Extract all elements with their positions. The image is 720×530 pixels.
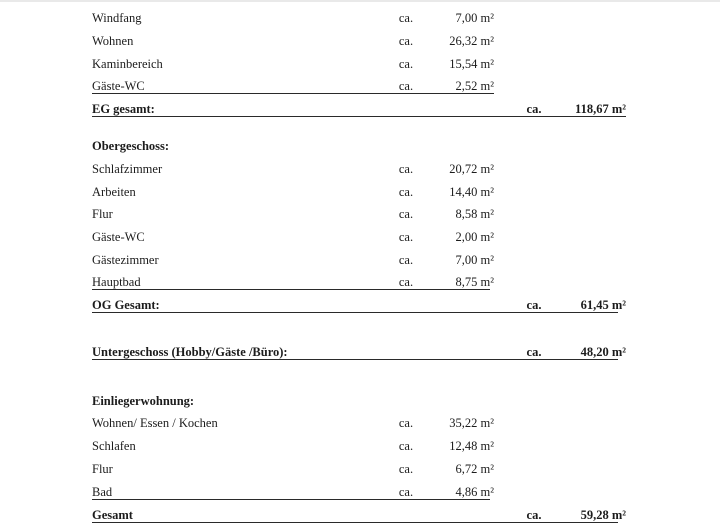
approx-label: ca. — [398, 207, 414, 221]
room-area: 15,54 m² — [449, 57, 494, 71]
room-label: Hauptbad — [92, 275, 141, 289]
approx-label: ca. — [398, 57, 414, 71]
room-area: 35,22 m² — [449, 416, 494, 430]
approx-label: ca. — [398, 162, 414, 176]
room-area: 4,86 m² — [455, 485, 494, 499]
room-label: Flur — [92, 462, 113, 476]
approx-label: ca. — [398, 185, 414, 199]
total-label: OG Gesamt: — [92, 298, 160, 312]
total-label: Gesamt — [92, 508, 133, 522]
approx-label: ca. — [398, 416, 414, 430]
room-label: Schlafen — [92, 439, 136, 453]
total-underline — [92, 522, 618, 523]
total-underline — [92, 116, 626, 117]
total-area: 61,45 m² — [580, 298, 626, 312]
section-underline — [92, 289, 490, 290]
room-label: Wohnen — [92, 34, 134, 48]
approx-label: ca. — [398, 253, 414, 267]
room-area: 8,58 m² — [455, 207, 494, 221]
approx-label: ca. — [398, 79, 414, 93]
approx-label: ca. — [398, 230, 414, 244]
section-heading: Einliegerwohnung: — [92, 394, 195, 408]
total-label: Untergeschoss (Hobby/Gäste /Büro): — [92, 345, 288, 359]
total-underline — [92, 312, 618, 313]
room-label: Gästezimmer — [92, 253, 159, 267]
approx-label: ca. — [398, 275, 414, 289]
total-label: EG gesamt: — [92, 102, 155, 116]
room-label: Schlafzimmer — [92, 162, 163, 176]
section-heading: Obergeschoss: — [92, 139, 170, 153]
room-label: Windfang — [92, 11, 142, 25]
room-area: 14,40 m² — [449, 185, 494, 199]
room-area: 12,48 m² — [449, 439, 494, 453]
room-area: 20,72 m² — [449, 162, 494, 176]
room-area: 6,72 m² — [455, 462, 494, 476]
approx-label: ca. — [398, 462, 414, 476]
total-area: 48,20 m² — [580, 345, 626, 359]
approx-label: ca. — [526, 298, 542, 312]
room-area: 7,00 m² — [455, 11, 494, 25]
approx-label: ca. — [398, 11, 414, 25]
room-label: Kaminbereich — [92, 57, 163, 71]
room-label: Flur — [92, 207, 113, 221]
approx-label: ca. — [398, 485, 414, 499]
room-label: Gäste-WC — [92, 230, 145, 244]
room-area: 26,32 m² — [449, 34, 494, 48]
room-label: Bad — [92, 485, 113, 499]
room-label: Arbeiten — [92, 185, 136, 199]
room-area: 8,75 m² — [455, 275, 494, 289]
approx-label: ca. — [398, 439, 414, 453]
room-area: 7,00 m² — [455, 253, 494, 267]
total-underline — [92, 359, 618, 360]
total-area: 118,67 m² — [575, 102, 626, 116]
approx-label: ca. — [526, 345, 542, 359]
room-label: Gäste-WC — [92, 79, 145, 93]
section-underline — [92, 93, 494, 94]
total-area: 59,28 m² — [580, 508, 626, 522]
approx-label: ca. — [526, 102, 542, 116]
room-label: Wohnen/ Essen / Kochen — [92, 416, 218, 430]
approx-label: ca. — [526, 508, 542, 522]
room-area: 2,00 m² — [455, 230, 494, 244]
approx-label: ca. — [398, 34, 414, 48]
room-area: 2,52 m² — [455, 79, 494, 93]
page-top-edge — [0, 0, 720, 2]
section-underline — [92, 499, 490, 500]
